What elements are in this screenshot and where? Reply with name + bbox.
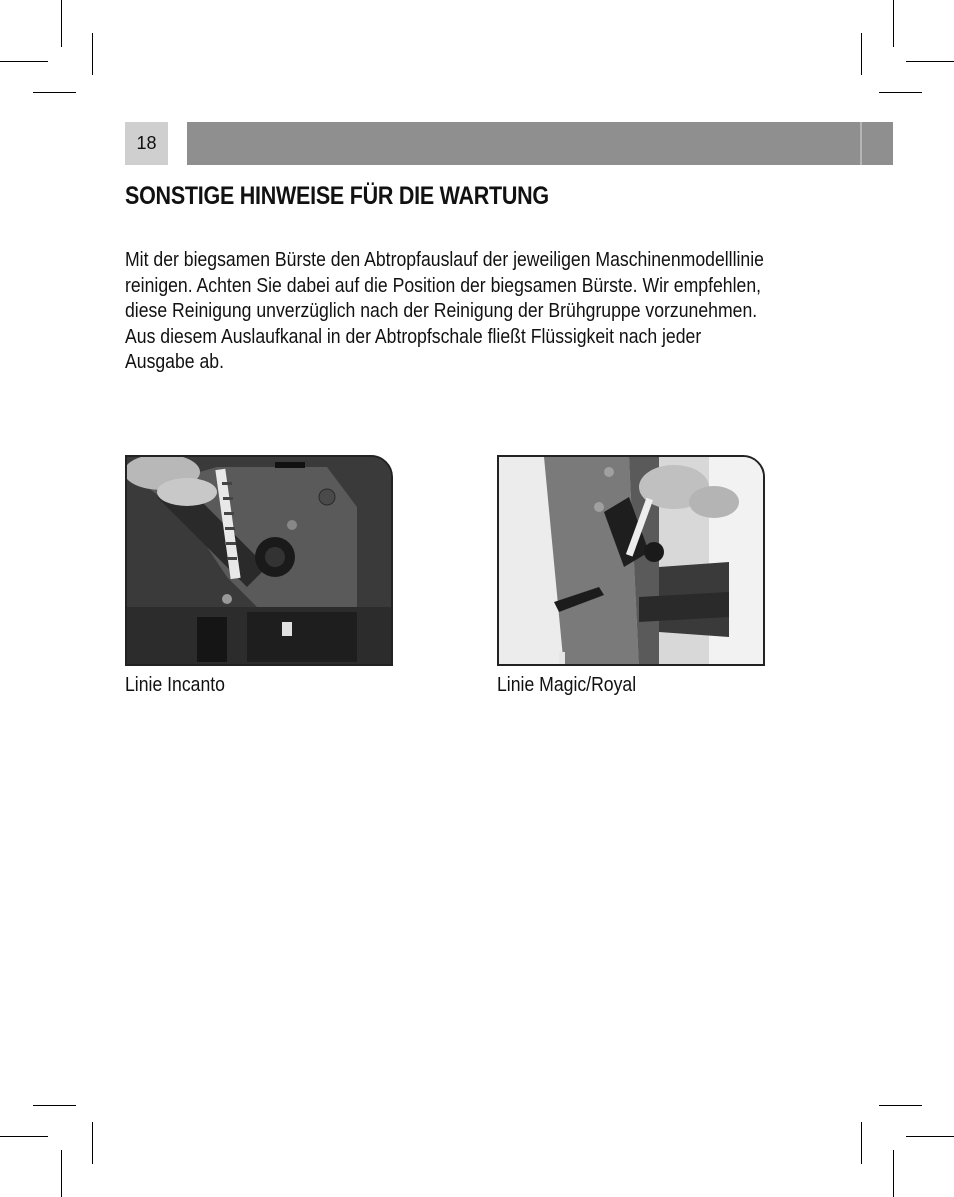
caption-incanto: Linie Incanto	[125, 673, 225, 696]
page-number: 18	[125, 122, 168, 165]
crop-mark	[861, 33, 862, 75]
crop-mark	[861, 1122, 862, 1164]
body-line: Aus diesem Auslaufkanal in der Abtropfschale fließt Flüssigkeit nach jeder	[125, 324, 702, 348]
crop-mark	[33, 92, 76, 93]
crop-mark	[61, 1150, 62, 1197]
body-paragraph	[125, 247, 839, 375]
crop-mark	[33, 1105, 76, 1106]
header-bar-divider	[860, 122, 862, 165]
photo-incanto	[125, 455, 393, 666]
crop-mark	[906, 61, 954, 62]
body-line: Ausgabe ab.	[125, 350, 225, 373]
crop-mark	[893, 0, 894, 47]
crop-mark	[906, 1136, 954, 1137]
crop-mark	[61, 0, 62, 47]
header-bar	[187, 122, 893, 165]
crop-mark	[92, 1122, 93, 1164]
body-line: diese Reinigung unverzüglich nach der Reinigung der Brühgruppe vorzunehmen.	[125, 299, 758, 322]
photo-incanto-illustration	[127, 457, 393, 666]
photo-magic-royal	[497, 455, 765, 666]
crop-mark	[0, 1136, 48, 1137]
crop-mark	[879, 92, 922, 93]
crop-mark	[92, 33, 93, 75]
page-title: SONSTIGE HINWEISE FÜR DIE WARTUNG	[125, 182, 549, 210]
caption-magic-royal: Linie Magic/Royal	[497, 673, 637, 696]
photo-magic-royal-illustration	[499, 457, 765, 666]
crop-mark	[893, 1150, 894, 1197]
crop-mark	[0, 61, 48, 62]
crop-mark	[879, 1105, 922, 1106]
body-line: reinigen. Achten Sie dabei auf die Position der biegsamen Bürste. Wir empfehlen,	[125, 273, 762, 297]
body-line: Mit der biegsamen Bürste den Abtropfauslauf der jeweiligen Maschinenmodelllinie	[125, 248, 764, 271]
